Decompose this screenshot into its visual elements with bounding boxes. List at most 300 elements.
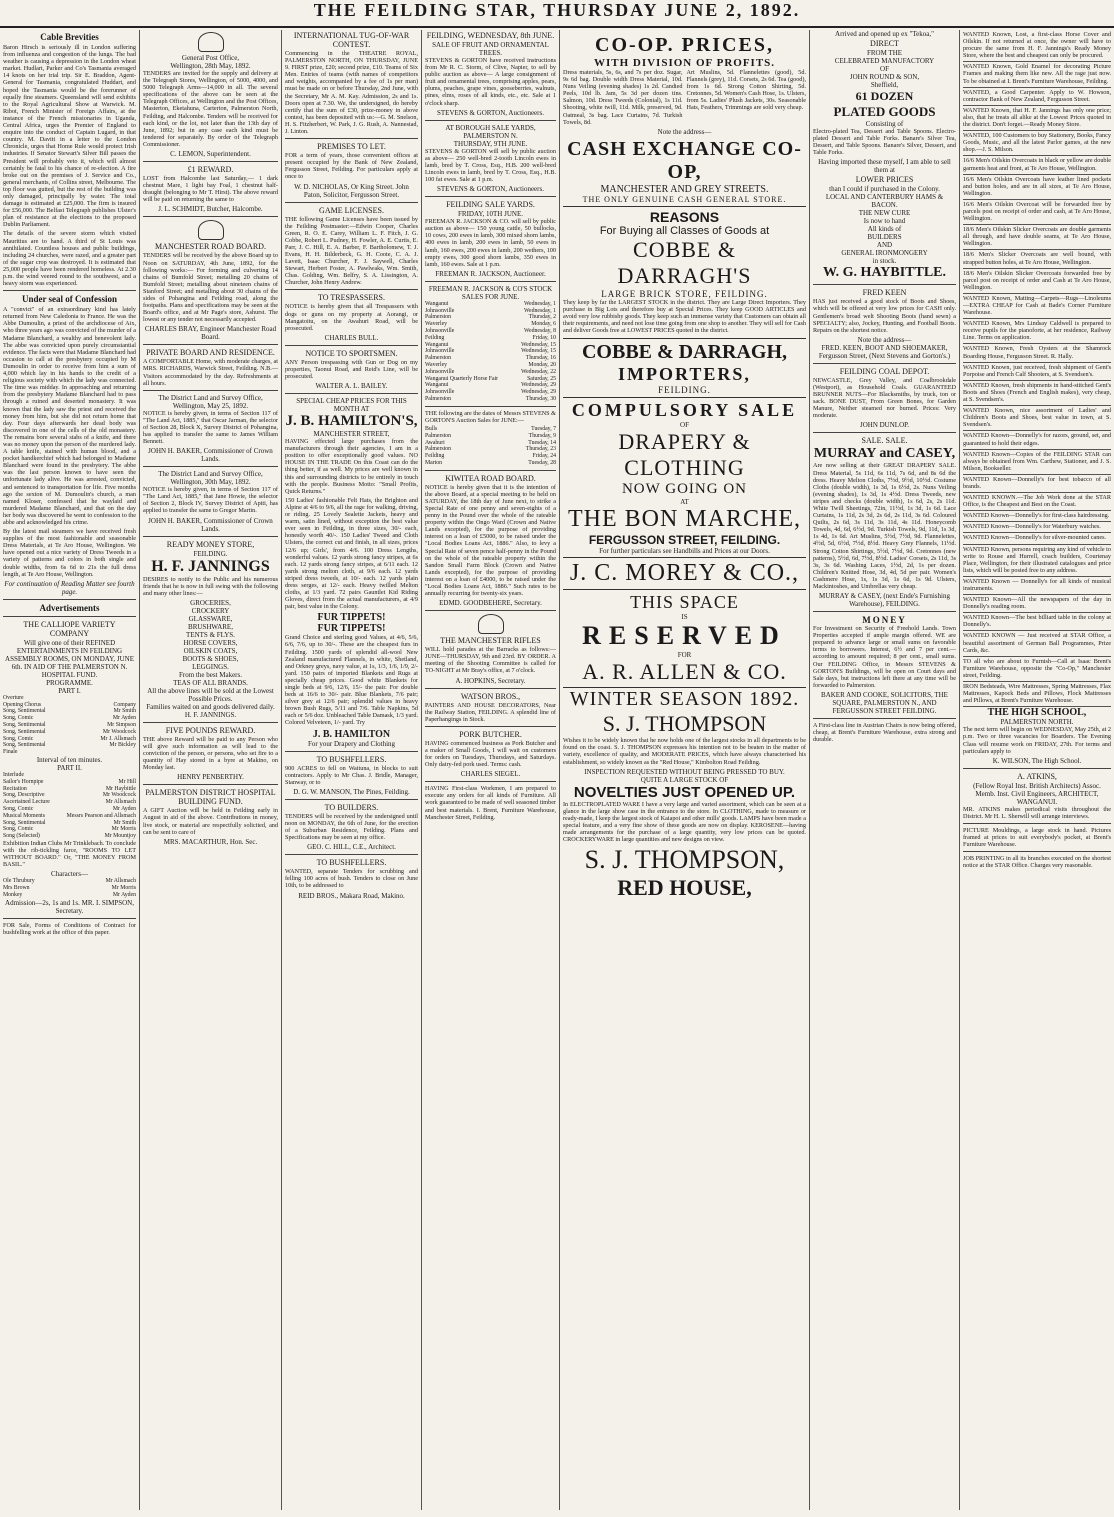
programme-row bbox=[3, 722, 136, 729]
wanted-ad: WANTED Known—All the newspapers of the day in Donnelly's reading room. bbox=[963, 595, 1111, 613]
high-school-town: PALMERSTON NORTH. bbox=[1000, 718, 1074, 727]
sale1-sub: SALE OF FRUIT AND ORNAMENTAL TREES. bbox=[432, 41, 549, 57]
plated-heading: PLATED GOODS bbox=[833, 104, 936, 119]
land1-sign: JOHN H. BAKER, Commissioner of Crown Lands. bbox=[148, 447, 273, 464]
atkins-sub: (Fellow Royal Inst. British Architects) Assoc. Memb. Inst. Civil Engineers, ARCHITECT, WANGANUI. bbox=[973, 781, 1101, 806]
chairs-text: A First-class line in Austrian Chairs is now being offered, cheap, at Brent's Furniture Warehouse, extra strong and durable. bbox=[813, 721, 956, 744]
ironmongery-line: GENERAL IRONMONGERY bbox=[841, 249, 928, 258]
picture-text: PICTURE Mouldings, a large stock in hand. Pictures framed at prices to suit everybody's pocket, at Brent's Furniture Warehouse. bbox=[963, 826, 1111, 849]
novelties-line: NOVELTIES JUST OPENED UP. bbox=[573, 783, 796, 801]
coop-ad bbox=[563, 30, 806, 207]
land2-heading: The District Land and Survey Office, Wellington, 30th May, 1892. bbox=[158, 470, 263, 487]
wanted-ad: WANTED Known—Copies of the FEILDING STAR can always be obtained from Wm. Carthew, Stationer, and J. S. Milson, Bookseller. bbox=[963, 450, 1111, 475]
lower-prices: LOWER PRICES bbox=[855, 175, 914, 185]
programme-row-value: Mr Simpson bbox=[107, 721, 136, 728]
consisting-line: Consisting of bbox=[865, 120, 904, 128]
murray-text: Are now selling at their GREAT DRAPERY SALE. Dress Material, 5s 11d, 6s 11d, 7s 6d, and 8s 6d the dress. Heavy Melton Cloths, 7½d, 9½d, 10½d. Costume Cloths (double width), 1s 3d, 1s 6½d, 2s. Nuns Veiling (evening shades), 1s 3d, 1s 4½d. Dress Tweeds, new stripes and checks (double width), 1s 6d, 2s, 2s 11d. White Twill Sheetings, 72in, 11½d, 1s 3d, 1s 6d. Lace Curtains, 1s 11d, 2s 3d, 2s 6d, 2s 11d, 3s 6d. Coloured Quilts, 2s 6d, 3s 11d, 3s 11d, 4s 11d. Honeycomb Towels, 4d, 6d, 6½d, 9d. Turkish Towels, 9d, 11d, 1s 3d, 1s 4d, 1s 6d. Art Muslins, 5½d, 7½d, 9d. Flannelettes, 4½d, 5d, 6½d, 7½d, 8½d. Heavy Grey Flannels, 11½d. Strong Cotton Shirtings, 5½d, 7½d, 9d. Cretonnes (new patterns), 5½d, 6d, 7½d, 8½d. Ladies' Corsets, 2s 11d, 3s 3s, 3s 6d. Washing Laces, 1½d, 2d, 1s per dozen. Children's Knitted Hose, 3d, 4d, 5d per pair. Women's Cashmere Hose, 1s, 1s 3d, 1s 6d, 1s 9d. Ulsters, Mackintoshes, and Umbrellas very cheap. bbox=[813, 462, 956, 590]
sportsmen-heading: NOTICE TO SPORTSMEN. bbox=[305, 348, 398, 358]
character-row bbox=[3, 878, 136, 885]
sale-date-row-value: Saturday, 25 bbox=[527, 375, 556, 382]
jannings-sign: H. F. JANNINGS. bbox=[184, 710, 237, 719]
sale-date-row bbox=[425, 308, 556, 315]
programme-row bbox=[3, 708, 136, 715]
sale-date-row-value: Wednesday, 29 bbox=[521, 382, 556, 389]
sale-date-row-label: Johnsonville bbox=[425, 327, 455, 334]
sale-date-row-value: Thursday, 16 bbox=[525, 355, 556, 362]
from-the-line: FROM THE bbox=[866, 49, 903, 57]
programme-row-label: Song, Sentimental bbox=[3, 708, 46, 715]
job-printing-text: JOB PRINTING in all its branches executed on the shortest notice at the STAR Office. Charges very reasonable. bbox=[963, 855, 1111, 870]
compulsory-heading: COMPULSORY SALE bbox=[571, 400, 798, 421]
column-7 bbox=[960, 30, 1114, 1510]
coop-subtitle: WITH DIVISION OF PROFITS. bbox=[593, 57, 776, 69]
haybittle-title: W. G. HAYBITTLE. bbox=[822, 265, 947, 281]
sale-heading: SALE. SALE. bbox=[861, 436, 908, 446]
sheffield-line: Sheffield, bbox=[870, 81, 899, 89]
wanted-ad: WANTED Known, Matting—Carpets—Rugs—Linoleums—EXTRA CHEAP for Cash at Bade's Corner Furniture Warehouse. bbox=[963, 294, 1111, 319]
calliope-text: Will give one of their REFINED ENTERTAINMENTS IN FEILDING ASSEMBLY ROOMS, ON MONDAY, JUNE 6th. IN AID OF THE PALMERSTON N. HOSPITAL FUND. bbox=[5, 638, 134, 679]
reward-text: LOST from Halcombe last Saturday,— 1 dark chestnut Mare, 1 light bay Foal, 1 chestnut half-draught (belonging to Mr T. Hirst). The above reward will be paid on returning the same to bbox=[143, 175, 278, 204]
furniture-work-text: HAVING First-class Workmen, I am prepared to execute any orders for all kinds of Furniture. All work guaranteed to be made of well seasoned timber and best materials. I. Brent, Furniture Warehouse, Manchester Street, Feilding. bbox=[425, 785, 556, 821]
sale-date-row bbox=[425, 328, 556, 335]
sale-date-row-value: Wednesday, 15 bbox=[521, 348, 556, 355]
masthead-title: THE FEILDING STAR, THURSDAY JUNE 2, 1892. bbox=[313, 0, 801, 20]
sale-date-row-label: Palmerston bbox=[425, 395, 452, 402]
wanted-ad: WANTED Known—Donnelly's for first-class hairdressing. bbox=[963, 511, 1111, 522]
jannings-title: H. F. JANNINGS bbox=[151, 557, 270, 575]
programme-row-label: Song, Sentimental bbox=[3, 742, 46, 749]
sale-date-row-value: Wednesday, 8 bbox=[524, 327, 556, 334]
jannings-line: LEGGINGS. bbox=[192, 662, 229, 671]
inspection-line: INSPECTION REQUESTED WITHOUT BEING PRESSED TO BUY. bbox=[584, 767, 785, 776]
game-heading: GAME LICENSES. bbox=[319, 205, 384, 215]
is-word: IS bbox=[681, 613, 688, 622]
programme-row-label: Song, Sentimental bbox=[3, 728, 46, 735]
dates-heading: FREEMAN R. JACKSON & CO'S STOCK SALES FOR JUNE. bbox=[428, 284, 553, 301]
sale-date-row-value: Thursday, 2 bbox=[528, 314, 556, 321]
sale-date-row-value: Tuesday, 14 bbox=[528, 439, 556, 446]
bushfellers-sign: D. G. W. MANSON, The Pines, Feilding. bbox=[293, 787, 410, 796]
ready-town: FEILDING. bbox=[193, 549, 228, 558]
programme-row bbox=[3, 772, 136, 779]
hospital-sign: MRS. MACARTHUR, Hon. Sec. bbox=[163, 837, 258, 846]
hamilton-text: HAVING effected large purchases from the manufacturers through their agencies, I am in a position to offer exceptionally good values. NO HOUSE IN THE TRADE On this Coast can do the thing better, if as well. My prices are well known in this and surrounding districts to be entirely in touch with the people. Business Motto: "Small Profits, Quick Returns." bbox=[285, 438, 418, 495]
direct-line: DIRECT bbox=[870, 39, 899, 48]
programme-row bbox=[3, 786, 136, 793]
wanted-ad: WANTED Known, Fresh Oysters at the Shamrock Boarding House, Fergusson Street. R. Hally. bbox=[963, 344, 1111, 362]
murray-sign: MURRAY & CASEY, (next Ende's Furnishing Warehouse), FEILDING. bbox=[819, 592, 950, 609]
plated-text: Electro-plated Tea, Dessert and Table Spoons. Electro-plated Dessert and Table Forks. Banare's Silver Tea, Dessert, and Table Spoons. Banare's Silver, Dessert, and Table Forks. bbox=[813, 128, 956, 157]
watson-text: PAINTERS AND HOUSE DECORATORS, Near the Railway Station, FEILDING. A splendid line of Paperhangings in Stock. bbox=[425, 701, 556, 723]
thompson-title: S. J. THOMPSON bbox=[602, 711, 767, 737]
sale-date-row bbox=[425, 426, 556, 433]
wanted-ad: WANTED Known—The best billiard table in the colony at Donnelly's. bbox=[963, 613, 1111, 631]
wanted-ad: WANTED Known, nice assortment of Ladies' and Children's Boots and Shoes, best value in town, at S. Svendsen's. bbox=[963, 406, 1111, 431]
money-heading: MONEY bbox=[862, 615, 907, 626]
sale-date-row bbox=[425, 369, 556, 376]
bushfellers-text: 900 ACRES to fell on Waituna, in blocks to suit contractors. Apply to Mr Chas. J. Bridle, Manager, Stanway, or to bbox=[285, 764, 418, 786]
high-school-text: The next term will begin on WEDNESDAY, May 25th, at 2 p.m. Two or three vacancies for Boarders. The Evening Class will resume work on FRIDAY, 27th. For terms and particulars apply to bbox=[963, 726, 1111, 755]
bon-marche-title: THE BON MARCHE, bbox=[567, 506, 801, 533]
at-word: AT bbox=[680, 498, 689, 507]
fur-sign-2: For your Drapery and Clothing bbox=[307, 739, 396, 748]
watson-heading: WATSON BROS., bbox=[460, 691, 521, 701]
cash-exchange-title: CASH EXCHANGE CO-OP, bbox=[567, 137, 802, 183]
reasons-heading: REASONS bbox=[649, 208, 720, 225]
sale-date-row bbox=[425, 314, 556, 321]
programme-row-label: Sailor's Hornpipe bbox=[3, 778, 44, 785]
sale-date-row-value: Wednesday, 29 bbox=[521, 389, 556, 396]
sale-date-row-value: Wednesday, 1 bbox=[524, 300, 556, 307]
forms-notice: FOR Sale, Forms of Conditions of Contract for bushfelling work at the office of this paper. bbox=[3, 921, 136, 936]
programme-row-label: Song, Comic bbox=[3, 715, 34, 722]
wanted-ad: WANTED Known, that H. F. Jannings has only one price; also, that he treats all alike at the Lowest Prices quoted in the district. Don't forget.—Ready Money Store. bbox=[963, 106, 1111, 131]
wanted-ad: WANTED Known—Donnelly's for silver-mounted canes. bbox=[963, 533, 1111, 544]
programme-row-label: Ascertained Lecture bbox=[3, 799, 50, 806]
sale-date-row-value: Friday, 10 bbox=[532, 334, 556, 341]
wanted-list bbox=[963, 30, 1111, 707]
coal-sign: JOHN DUNLOP. bbox=[859, 421, 909, 430]
sale-date-row-value: Monday, 20 bbox=[528, 361, 556, 368]
trespassers-heading: TO TRESPASSERS. bbox=[318, 293, 385, 303]
land2-sign: JOHN H. BAKER, Commissioner of Crown Lands. bbox=[148, 516, 273, 533]
land1-text: NOTICE is hereby given, in terms of Section 117 of "The Land Act, 1885," that Oscar Jarman, the selector of Section 28, Block X, Survey District of Pohangina, has applied to transfer the same to James William Bennett. bbox=[143, 409, 278, 446]
programme-row-label: Song, Comic bbox=[3, 735, 34, 742]
programme-row bbox=[3, 813, 136, 820]
sale-date-row-value: Tuesday, 28 bbox=[528, 459, 556, 466]
celebrated-line: CELEBRATED MANUFACTORY bbox=[834, 57, 935, 65]
jannings-lines bbox=[143, 599, 278, 671]
sale-date-row-label: Johnsonville bbox=[425, 389, 455, 396]
sale1-heading: FEILDING, WEDNESDAY, 8th JUNE. bbox=[426, 31, 555, 40]
jannings-teas: TEAS OF ALL BRANDS. bbox=[173, 678, 248, 687]
sale-date-row bbox=[425, 348, 556, 355]
sale1-sign: STEVENS & GORTON, Auctioneers. bbox=[437, 108, 544, 117]
wanted-ad: WANTED Known, Gold Enamel for decorating Picture Frames and making them like new. All the rage just now. To be obtained at I. Brent's Furniture Warehouse, Feilding. bbox=[963, 62, 1111, 87]
sale-date-row bbox=[425, 355, 556, 362]
column-1 bbox=[0, 30, 140, 1510]
gpo-date: Wellington, 28th May, 1892. bbox=[170, 62, 251, 70]
programme-row-value: Messrs Pearson and Allsmach bbox=[66, 812, 136, 819]
game-text: THE following Game Licenses have been issued by the Feilding Postmaster:—Edwin Cooper, Charles Green, R. O. E. Carey, William L. F. Fitch, J. G. Cobbe, Robert L. Pudney, H. Fowler, A. E. Curtis, E. Parr, J. C. Hill, E. A. Barber, F. Bartholomew, T. J. Evans, H. H. Bilderbeck, G. H. Coote, C. A. J. Lavett, Isaac Churcher, F. J. Saywell, Charles Stewart, Herbert Foster, A. Pawlwaks, Wm. Smith, Chas. Golding, Wm. Belfry, S. A. Lissington, A. Churcher, John Henry Andrew. bbox=[285, 215, 418, 287]
character-row bbox=[3, 892, 136, 899]
jannings-line: BOOTS & SHOES, bbox=[182, 654, 239, 663]
cobbe-ad bbox=[563, 207, 806, 339]
bushfellers2-heading: TO BUSHFELLERS. bbox=[316, 858, 387, 868]
programme-heading: PROGRAMME. bbox=[46, 678, 93, 687]
in-stock: in stock. bbox=[872, 257, 897, 266]
wanted-ad: WANTED Known, Lost, a first-class Horse Cover and Oilskin. If not returned at once, the owner will have to procure the same from H. F. Jannings's Ready Money Store, where the best and cheapest can only be procured. bbox=[963, 30, 1111, 62]
wanted-ad: WANTED Known, just received, fresh shipment of Gent's Porpoise and French Calf Shooters, at S. Svendsen's. bbox=[963, 363, 1111, 381]
programme-row-value: Mr Woodcock bbox=[102, 792, 136, 799]
borough-day: THURSDAY, 9TH JUNE. bbox=[453, 139, 528, 148]
money-text: For Investment on Security of Freehold Lands. Town Properties accepted if ample margin offered. WE are prepared to advance large or small sums on favorable terms to borrowers. Interest, 6½ and 7 per cent.—according to amount required; 8 per cent., small sums. Our FEILDING Office, in Messrs STEVENS & GORTON'S Buildings, will be open on Court days and Sale days, but instructions left there at any time will be forwarded to Palmerston. bbox=[813, 625, 956, 689]
premises-text: FOR a term of years, those convenient offices at present occupied by the Bank of New Zealand, Fergusson Street, Feilding. For particulars apply at once to bbox=[285, 152, 418, 181]
wanted-ad: WANTED, 100 Customers to buy Stationery, Books, Fancy Goods, Music, and all the latest Parlor games, at the new shop.—J. S. Milson. bbox=[963, 131, 1111, 156]
board-crest-icon bbox=[198, 220, 224, 240]
sale-date-row bbox=[425, 335, 556, 342]
programme-row bbox=[3, 715, 136, 722]
keen-sign: FRED. KEEN, BOOT AND SHOEMAKER, Fergusson Street, (Next Stevens and Gorton's.) bbox=[818, 343, 951, 360]
five-pound-heading: FIVE POUNDS REWARD. bbox=[165, 725, 256, 735]
cash-exchange-only: THE ONLY GENUINE CASH GENERAL STORE. bbox=[582, 194, 787, 204]
high-school-sign: K. WILSON, The High School. bbox=[992, 756, 1082, 765]
programme-row-value: Mr Mountjoy bbox=[104, 833, 136, 840]
thompson-ad bbox=[563, 688, 806, 901]
coop-right-list: Art Muslins, 5d. Flannelettes (good), 5d. Flannels (grey), 11d. Corsets, 2s 6d. Tea (good), from 1s 6d. Strong Cotton Shirting, 5d. Cretonnes, 5d. Women's Cash Hose, 1s. Ulsters, from 5s. Ladies' Plush Jackets, 30s. Seasonable Hats, Feathers, Trimmings are sold very cheap. bbox=[686, 69, 806, 112]
jannings-line: BRUSHWARE, bbox=[188, 622, 233, 631]
jannings-line: HORSE COVERS, bbox=[183, 638, 238, 647]
cobbe-importers-title: COBBE & DARRAGH, bbox=[581, 341, 787, 364]
sale-date-row-value: Wednesday, 15 bbox=[521, 341, 556, 348]
sportsmen-sign: WALTER A. L. BAILEY. bbox=[315, 382, 388, 391]
land1-heading: The District Land and Survey Office, Wellington, May 25, 1892. bbox=[158, 393, 263, 410]
allen-title: A. R. ALLEN & CO. bbox=[582, 659, 787, 685]
of-line: OF bbox=[880, 65, 889, 73]
programme-row bbox=[3, 833, 136, 840]
wanted-ad: WANTED Known—Donnelly's for best tobacco of all brands. bbox=[963, 475, 1111, 493]
wanted-ad: WANTED Known, persons requiring any kind of vehicle to write to Rouse and Hurrell, coach builders, Courtenay Place, Wellington, for their illustrated catalogues and price lists, which will be posted free to any address. bbox=[963, 545, 1111, 577]
atkins-text: MR. ATKINS makes periodical visits throughout the District. Mr H. L. Sherwill will arrange interviews. bbox=[963, 805, 1111, 820]
wanted-ad: 18/6 Men's Oilskin Slicker Overcoats are double garments all through, and have double seams, at Te Aro House, Wellington. bbox=[963, 225, 1111, 250]
royal-crest-icon bbox=[198, 32, 224, 52]
yards-heading: FEILDING SALE YARDS. bbox=[446, 200, 535, 210]
murray-title: MURRAY and CASEY, bbox=[813, 446, 956, 462]
wanted-ad: WANTED Known, Mrs Lindsay Caldwell is prepared to receive pupils for the pianoforte, at her residence, Railway Line. Terms on application. bbox=[963, 319, 1111, 344]
gpo-sign: C. LEMON, Superintendent. bbox=[170, 150, 251, 159]
sale-date-row bbox=[425, 342, 556, 349]
rifles-heading: THE MANCHESTER RIFLES bbox=[440, 636, 541, 646]
arrived-line: Arrived and opened up ex "Tekoa," bbox=[835, 30, 934, 38]
sale-date-row-label: Palmerston bbox=[425, 432, 452, 439]
wanted-ad: WANTED Known — Donnelly's for all kinds of musical instruments. bbox=[963, 577, 1111, 595]
wanted-ad: 18/6 Men's Oilskin Slicker Overcoats forwarded free by parcel post on receipt of order and Cash at Te Aro House, Wellington. bbox=[963, 269, 1111, 294]
and-word: AND bbox=[876, 241, 893, 250]
programme-row bbox=[3, 820, 136, 827]
programme-row-value: Mr Ayden bbox=[112, 715, 136, 722]
admission: Admission—2s, 1s and 1s. MR. I. SIMPSON, Secretary. bbox=[5, 898, 134, 915]
sale-date-row-value: Wednesday, 1 bbox=[524, 307, 556, 314]
sale-date-row-label: Johnsonville bbox=[425, 368, 455, 375]
cable-text-2: The details of the severe storm which visited Mauritius are to hand. A third of St Louis was annihilated. Countless houses and public buildings, including 24 churches, were razed, and a greater part of the sugar crop was destroyed. It is estimated that 25,000 people have been rendered homeless. At 2.30 p.m. the wind veered round to the southwest, and a heavy storm was experienced. bbox=[3, 230, 136, 288]
private-text: A COMFORTABLE Home, with moderate charges, at MRS. RICHARDS, Warwick Street, Feilding. N.B.—Visitors accommodated by the day. Refreshments at all hours. bbox=[143, 358, 278, 387]
five-pound-text: THE above Reward will be paid to any Person who will give such information as will lead to the conviction of the person, or persons, who set fire to a quantity of Hay stored in a byre at Makino, on Monday last. bbox=[143, 735, 278, 772]
hospital-heading: PALMERSTON DISTRICT HOSPITAL BUILDING FUND. bbox=[145, 788, 276, 807]
programme-list-1 bbox=[3, 695, 136, 756]
programme-row-label: Song, Sentimental bbox=[3, 721, 46, 728]
importers-town: FEILDING. bbox=[658, 385, 711, 396]
sale-date-row bbox=[425, 382, 556, 389]
ware-text: In ELECTROPLATED WARE I have a very large and varied assortment, which can be seen at a glance in the large show case in the entrance to the store. In CLOTHING, made to measure or ready-made, I keep the largest stock of Kaiapoi and other mills' goods. LAMPS have been made a special feature, and a very fine show of these goods are now on display. KEROSENE—having made arrangements for the purchase of a large quantity, very low prices can be quoted. CROCKERYWARE in large quantities and new designs on view. bbox=[563, 800, 806, 844]
cobbe-store: LARGE BRICK STORE, FEILDING. bbox=[601, 288, 768, 299]
sg-dates-list bbox=[425, 426, 556, 467]
forbuy-line: For Buying all Classes of Goods at bbox=[599, 224, 770, 237]
premises-heading: PREMISES TO LET. bbox=[317, 142, 386, 152]
fur-heading-2: FUR TIPPETS! bbox=[317, 623, 386, 635]
ready-heading: READY MONEY STORE, bbox=[166, 539, 255, 549]
column-5 bbox=[560, 30, 810, 1510]
sportsmen-text: ANY Person trespassing with Gun or Dog on my properties, Taonui Road, and Reid's Line, will be prosecuted. bbox=[285, 358, 418, 380]
wanted-ad: WANTED Known—Donnelly's for Waterbury watches. bbox=[963, 522, 1111, 533]
builders-text: TENDERS will be received by the undersigned until noon on MONDAY, the 6th of June, for the erection of a Suburban Residence, Feilding. Plans and Specifications may be seen at my office. bbox=[285, 812, 418, 842]
builders-heading: TO BUILDERS. bbox=[324, 802, 379, 812]
programme-row-label: Song, Descriptive bbox=[3, 792, 45, 799]
programme-row bbox=[3, 702, 136, 709]
borough-heading: AT BOROUGH SALE YARDS, PALMERSTON N. bbox=[445, 123, 536, 140]
hamilton-title: J. B. HAMILTON'S, bbox=[285, 413, 418, 430]
five-pound-sign: HENRY PENBERTHY. bbox=[177, 773, 244, 782]
thompson-text: Wishes it to be widely known that he now holds one of the largest stocks in all departments to be found on the coast. S. J. THOMPSON expresses his intention not to be beaten in the matter of variety, excellence of quality, and MODERATE PRICES, which have always characterised his establishment, so widely known as the "Red House," Kimbolton Road Feilding. bbox=[563, 737, 806, 766]
reward-sign: J. L. SCHMIDT, Butcher, Halcombe. bbox=[158, 205, 263, 214]
sale-date-row-value: Thursday, 9 bbox=[528, 432, 556, 439]
sale-date-row bbox=[425, 460, 556, 467]
sale-date-row bbox=[425, 440, 556, 447]
quite-line: QUITE A LARGE STOCK OF bbox=[640, 775, 729, 784]
wanted-ad: 16/6 Men's Oilskin Overcoats have leather lined pockets and button holes, and are in all sizes, at Te Aro House, Wellington. bbox=[963, 175, 1111, 200]
wanted-ad: 16/6 Men's Oilskin Overcoats in black or yellow are double garments heat and front, at Te Aro House, Wellington. bbox=[963, 156, 1111, 174]
programme-row-label: Overture bbox=[3, 694, 24, 701]
gpo-title: General Post Office, bbox=[181, 54, 240, 62]
character-row-label: Mrs Brown bbox=[3, 885, 30, 892]
sale-date-row-label: Bulls bbox=[425, 425, 438, 432]
sale-date-row-label: Feilding bbox=[425, 334, 445, 341]
jannings-line: GLASSWARE, bbox=[188, 614, 233, 623]
reward-heading: £1 REWARD. bbox=[187, 165, 234, 175]
programme-row-label: Interlude bbox=[3, 771, 24, 778]
masthead bbox=[0, 0, 1114, 28]
rifles-sign: A. HOPKINS, Secretary. bbox=[455, 676, 526, 685]
programme-row-value: Mr Ayden bbox=[112, 805, 136, 812]
column-3 bbox=[282, 30, 422, 1510]
sale-date-row-value: Tuesday, 7 bbox=[531, 425, 556, 432]
characters-list bbox=[3, 878, 136, 898]
wanted-ad: WANTED, a Good Carpenter. Apply to W. Howson, contractor Bank of New Zealand, Fergusson Street. bbox=[963, 88, 1111, 106]
sale-date-row bbox=[425, 446, 556, 453]
high-school-title: THE HIGH SCHOOL, bbox=[987, 707, 1087, 719]
wanted-ad: WANTED Known, fresh shipments in hand-stitched Gent's Boots and Shoes (French and English makes), very cheap, at S. Svendsen's. bbox=[963, 381, 1111, 406]
gpo-text: TENDERS are invited for the supply and delivery at the Telegraph Stores, Wellington, of 5000, 4000, and 5000 Telegraph Arms—14,000 in all. The several specifications of the above can be seen at the Telegraph Offices, at Wellington and the Post Offices, Masterton, Eketahuna, Carterton, Palmerston North, Feilding, and Halcombe. Tenders will be received for each kind, or the lot, not later than the 13th day of June, 1892; but in any case each kind must be tendered for separately. By order of the Telegraph Commissioner. bbox=[143, 70, 278, 148]
character-row bbox=[3, 885, 136, 892]
sale1-text: STEVENS & GORTON have received instructions from Mr R. C. Storm, of Clive, Napier, to sell by public auction as above— A large consignment of fruit and ornamental trees, comprising apples, pears, plums, peaches, grape vines, gooseberries, walnuts, pines, elms, roses of all kinds, etc., etc. Sale at 1 o'clock sharp. bbox=[425, 57, 556, 107]
adverts-heading: Advertisements bbox=[39, 602, 100, 613]
trespassers-text: NOTICE is hereby given that all Trespassers with dogs or guns on my property at Aorangi, or Mangatoitu, on the Awahuri Road, will be prosecuted. bbox=[285, 303, 418, 332]
fur-heading: FUR TIPPETS! bbox=[317, 612, 386, 624]
programme-row-value: Mr Smith bbox=[113, 708, 136, 715]
hospital-text: A GIFT Auction will be held in Feilding early in August in aid of the above. Contributions in money, live stock, or material are respectfully solicited, and can be sent to care of bbox=[143, 807, 278, 836]
programme-row-value: Mr Woodcock bbox=[102, 728, 136, 735]
cash-exchange-address: MANCHESTER AND GREY STREETS. bbox=[600, 183, 769, 195]
programme-row-value: Mr Morris bbox=[111, 826, 136, 833]
kiwitea-text: NOTICE is hereby given that it is the intention of the above Board, at a special meeting to be held on SATURDAY, the 18th day of June next, to strike a Special Rate of one penny and seven-eights of a penny in the Pound over the whole of the rateable property within the Ongo Ward (Crown and Native Lands excepted), for the purpose of providing interest on a loan of £5000, to be raised under the "Local Bodies Loans Act, 1886." Also, to levy a Special Rate of seven pence half-penny in the Pound on the whole of the rateable property within the Sandon Small Farm Block (Crown and Native Lands excepted), for the purpose of providing interest on a loan of £4000, to be raised under the "Local Bodies Loans Act, 1886." Such rates to be annually recurring for twenty-six years. bbox=[425, 483, 556, 598]
programme-row-label: Finale bbox=[3, 749, 18, 756]
yards-day: FRIDAY, 10TH JUNE. bbox=[458, 210, 523, 219]
kiwitea-heading: KIWITEA ROAD BOARD. bbox=[445, 473, 536, 483]
fergusson-line: FERGUSSON STREET, FEILDING. bbox=[588, 533, 781, 548]
programme-row bbox=[3, 695, 136, 702]
wanted-ad: TO all who are about to Furnish—Call at Isaac Brent's Furniture Warehouse, opposite the "Co-Op," Manchester street, Feilding. bbox=[963, 657, 1111, 682]
programme-row bbox=[3, 799, 136, 806]
calliope-heading: THE CALLIOPE VARIETY COMPANY bbox=[23, 619, 116, 638]
tug-text: Commencing in the THEATRE ROYAL, PALMERSTON NORTH, ON THURSDAY, JUNE 9. FIRST prize, £20; second prize, £10. Teams of Six Men. Entries of teams (with names of competitors and weights, accompanied by a fee of 1s per man) must be made on or before Thursday, 2nd June, with the Secretary, Mr A. M. Kay. Admission, 2s and 1s. Doors open at 7.30. We, the undersigned, do hereby certify that the sum of £30, prize-money in above contest, has been deposited with us:—G. M. Snelson, H. S. Fitzherbert, W. Park, J. G. Rush, A. Nannestad, J. Linton. bbox=[285, 50, 418, 136]
sale-date-row-label: Wanganui bbox=[425, 341, 449, 348]
builders-sign: GEO. C. HILL, C.E., Architect. bbox=[307, 843, 396, 852]
bushfellers2-sign: REID BROS., Makara Road, Makino. bbox=[298, 891, 405, 900]
wanted-ad: WANTED KNOWN — Just received at STAR Office, a beautiful assortment of German Ball Programmes, Prize Cards, &c. bbox=[963, 631, 1111, 656]
builders-word: BUILDERS bbox=[867, 233, 902, 242]
tug-heading: INTERNATIONAL TUG-OF-WAR CONTEST. bbox=[293, 31, 410, 49]
cobbe-title: COBBE & DARRAGH'S bbox=[617, 236, 752, 288]
cobbe-importers-ad bbox=[563, 339, 806, 398]
sale-date-row-label: Feilding bbox=[425, 453, 445, 460]
coop-note: Note the address— bbox=[657, 127, 712, 136]
sale-date-row-label: Palmerston bbox=[425, 355, 452, 362]
wanted-ad: 18/6 Men's Slicker Overcoats are well bound, with strapped button holes, at Te Aro House, Wellington. bbox=[963, 250, 1111, 268]
land2-text: NOTICE is hereby given, in terms of Section 117 of "The Land Act, 1885," that Jane Howie, the selector of Section 2, Block IV, Survey District of Apiti, has applied to transfer the same to Gregor Martin. bbox=[143, 486, 278, 515]
sale-date-row-label: Waverley bbox=[425, 321, 448, 328]
pork-text: HAVING commenced business as Pork Butcher and a maker of Small Goods, I will wait on customers for orders on Tuesdays, Thursdays, and Saturdays. Only dairy-fed pork used. Terms: cash. bbox=[425, 739, 556, 769]
programme-row bbox=[3, 806, 136, 813]
winter-heading: WINTER SEASON 1892. bbox=[569, 688, 800, 711]
local-hams: LOCAL AND CANTERBURY HAMS & BACON. bbox=[825, 193, 944, 210]
board-text: TENDERS will be received by the above Board up to Noon on SATURDAY, 4th June, 1892, for the following works:— For forming and culverting 14 chains of Bumfold Street; metalling 20 chains of Bumfold Street; metalling about nineteen chains of Stanford Street; and metalling about 30 chains of the sides of Pohangina and Feilding road, along the footpaths. Plans and specifications may be seen at the Board's office, and at Mr Page's store, Ashurst. The lowest or any tender not necessarily accepted. bbox=[143, 252, 278, 324]
sale-date-row-label: Awahuri bbox=[425, 439, 445, 446]
programme-row bbox=[3, 742, 136, 749]
sale-date-row-label: Wanganui bbox=[425, 382, 449, 389]
thisspace-line: THIS SPACE bbox=[630, 592, 739, 613]
than-line: than I could if purchased in the Colony. bbox=[829, 185, 940, 194]
jannings-text: DESIRES to notify to the Public and his numerous friends that he is now in full swing with the following and many other lines:— bbox=[143, 575, 278, 597]
confession-heading: Under seal of Confession bbox=[21, 294, 118, 305]
programme-row bbox=[3, 792, 136, 799]
programme-row-value: Mr Allsmach bbox=[105, 799, 136, 806]
exhibition-text: Exhibition Indian Clubs Mr Trinklebach. To conclude with the rib-tickling farce, "ROOMS TO LET WITHOUT BOARD." Or, "THE MONEY FROM BASIL." bbox=[3, 839, 136, 869]
dress-text: By the latest mail steamers we have received fresh supplies of the most fashionable and seasonable Dress Materials, at Te Aro House, Wellington. We have opened out a nice variety of Dress Tweeds in a variety of patterns and colors in both single and double widths, from 6s 6d to 21s the full dress length, at Te Aro House, Wellington. bbox=[3, 528, 136, 578]
sale-date-row bbox=[425, 389, 556, 396]
sale-date-row-label: Waverley bbox=[425, 361, 448, 368]
wanted-ad: WANTED KNOWN.—The Job Work done at the STAR Office, is the Cheapest and Best on the Coast. bbox=[963, 493, 1111, 511]
coop-left-list: Dress materials, 5s, 6s, and 7s per doz. Sugar, 9s 6d bag. Double width Dress Material, 10d. Nuns Veiling (evening shades) 1s 2d. Candied Peels, 10d lb. Jam, 5s 3d per dozen tins. Salmon, 10d. Dress Tweeds (Colonial), 1s 11d. Shooting, white twill, 11d. Milk, preserved, 9d. Oatmeal, 3s bag. Lace Curtains, 7d. Turkish Towels, 8d. bbox=[563, 69, 683, 126]
characters-heading: Characters— bbox=[51, 870, 88, 879]
sale-date-row-value: Monday, 6 bbox=[531, 321, 556, 328]
sale-date-row-label: Johnsonville bbox=[425, 307, 455, 314]
part-2: PART II. bbox=[57, 763, 82, 772]
character-row-value: Mr Morris bbox=[111, 885, 136, 892]
dozen-line: 61 DOZEN bbox=[855, 89, 914, 103]
jannings-prices: All the above lines will be sold at the Lowest Possible Prices. bbox=[147, 686, 274, 703]
all-kinds: All kinds of bbox=[867, 225, 902, 234]
pork-heading: PORK BUTCHER. bbox=[459, 729, 522, 739]
coal-heading: FEILDING COAL DEPOT. bbox=[839, 366, 930, 376]
morey-title: J. C. MOREY & CO., bbox=[569, 560, 800, 587]
yards-sign: FREEMAN R. JACKSON, Auctioneer. bbox=[435, 269, 546, 278]
wanted-ad: IRON Bedsteads, Wire Mattresses, Spring Mattresses, Flax Mattresses, Kapock Beds and Pillows, Flock Mattresses and Pillows, at Brent's Furniture Warehouse. bbox=[963, 682, 1111, 707]
sale-date-row bbox=[425, 321, 556, 328]
sale-date-row bbox=[425, 301, 556, 308]
rifles-crest-icon bbox=[478, 614, 504, 634]
importers-line: IMPORTERS, bbox=[618, 364, 751, 385]
continuation-note: For continuation of Reading Matter see fourth page. bbox=[4, 579, 135, 596]
fur-text: Grand Choice and sterling good Values, at 4/6, 5/6, 6/6, 7/6, up to 30/-. These are the cheapest furs in Feilding. 1500 yards of splendid all-wool New Zealand manufactured Flannels, in white, Shetland, and Orkney greys, navy value, at 1s, 1/3, 1/6, 1/9, 2/- yard. 150 pairs of imported Blankets and Rugs at specially cheap prices. Good white Blankets for single beds at 9/6, 12/6, 15/- the pair. For double beds at 16/6 to 30/- pair. Blue Blankets, 7/6 pair; silver grey at 12/6 pair; splendid values in heavy brown Bush Rugs, 5/11 and 7/6. Table Napkins, 5d each or 5/6 doz. Unbleached Table Damask, 1/3 yard. Colored Velveteen, 1/- yard. Try bbox=[285, 634, 418, 727]
having-line: Having imported these myself, I am able to sell them at bbox=[818, 158, 951, 175]
new-cure: THE NEW CURE bbox=[858, 209, 911, 218]
programme-row-label: Opening Chorus bbox=[3, 701, 42, 708]
keen-heading: FRED KEEN bbox=[862, 288, 907, 298]
wanted-ad: 16/6 Men's Oilskin Overcoat will be forwarded free by parcels post on receipt of order and cash, at Te Aro House, Wellington. bbox=[963, 200, 1111, 225]
bushfellers-heading: TO BUSHFELLERS. bbox=[316, 754, 387, 764]
programme-list-2 bbox=[3, 772, 136, 840]
keen-text: HAS just received a good stock of Boots and Shoes, which will be offered at very low prices for CASH only. Gentlemen's broad welt Shooting Boots (hand sewn) a SPECIALTY; also, Jockey, Hunting, and Football Boots. Repairs on the shortest notice. bbox=[813, 298, 956, 334]
nowgoing-line: NOW GOING ON bbox=[621, 481, 748, 498]
